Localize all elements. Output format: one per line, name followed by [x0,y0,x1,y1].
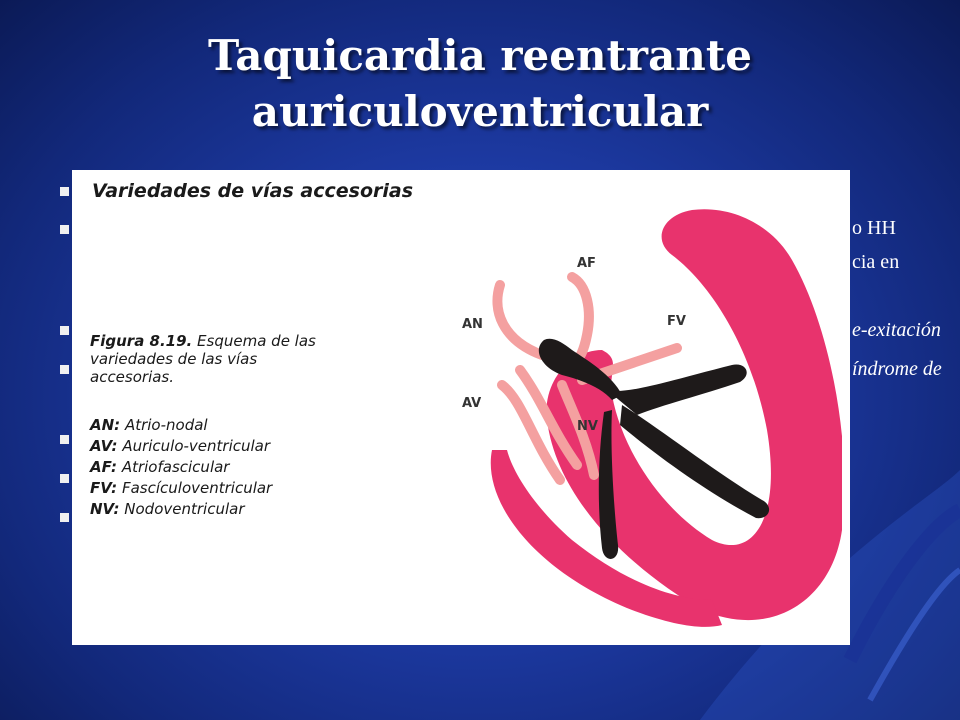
bullet-marker [60,326,69,335]
bullet-marker [60,513,69,522]
slide-title [0,28,960,140]
caption-label: Figura 8.19. [90,332,193,350]
heart-conduction-diagram [372,200,842,640]
bullet-marker [60,474,69,483]
bullet-marker [60,187,69,196]
figure-legend [90,415,272,520]
legend-item: AV: Auriculo-ventricular [90,437,271,455]
caption-text: Esquema de las variedades de las vías accesorias. [90,332,316,386]
title-line-1: Taquicardia reentrante [208,31,752,80]
bullet-text-fragment: índrome de [852,358,942,380]
label-an: AN [462,317,483,332]
legend-item: AN: Atrio-nodal [90,416,208,434]
label-af: AF [577,256,596,271]
bullet-marker [60,365,69,374]
label-fv: FV [667,314,686,329]
figure-heading: Variedades de vías accesorias [92,180,414,202]
label-av: AV [462,396,482,411]
bullet-text-fragment: o HH [852,217,896,239]
bullet-text-fragment: e-exitación [852,319,941,341]
label-nv: NV [577,419,598,434]
bullet-marker [60,435,69,444]
his-bundle [607,365,747,415]
legend-item: AF: Atriofascicular [90,458,230,476]
legend-item: FV: Fascículoventricular [90,479,273,497]
figure-caption [90,332,330,386]
accessory-pathways-figure [72,170,850,645]
pathway-an [497,285,542,355]
title-line-2: auriculoventricular [251,87,709,136]
bullet-text-fragment: cia en [852,251,900,273]
legend-item: NV: Nodoventricular [90,500,245,518]
bullet-marker [60,225,69,234]
